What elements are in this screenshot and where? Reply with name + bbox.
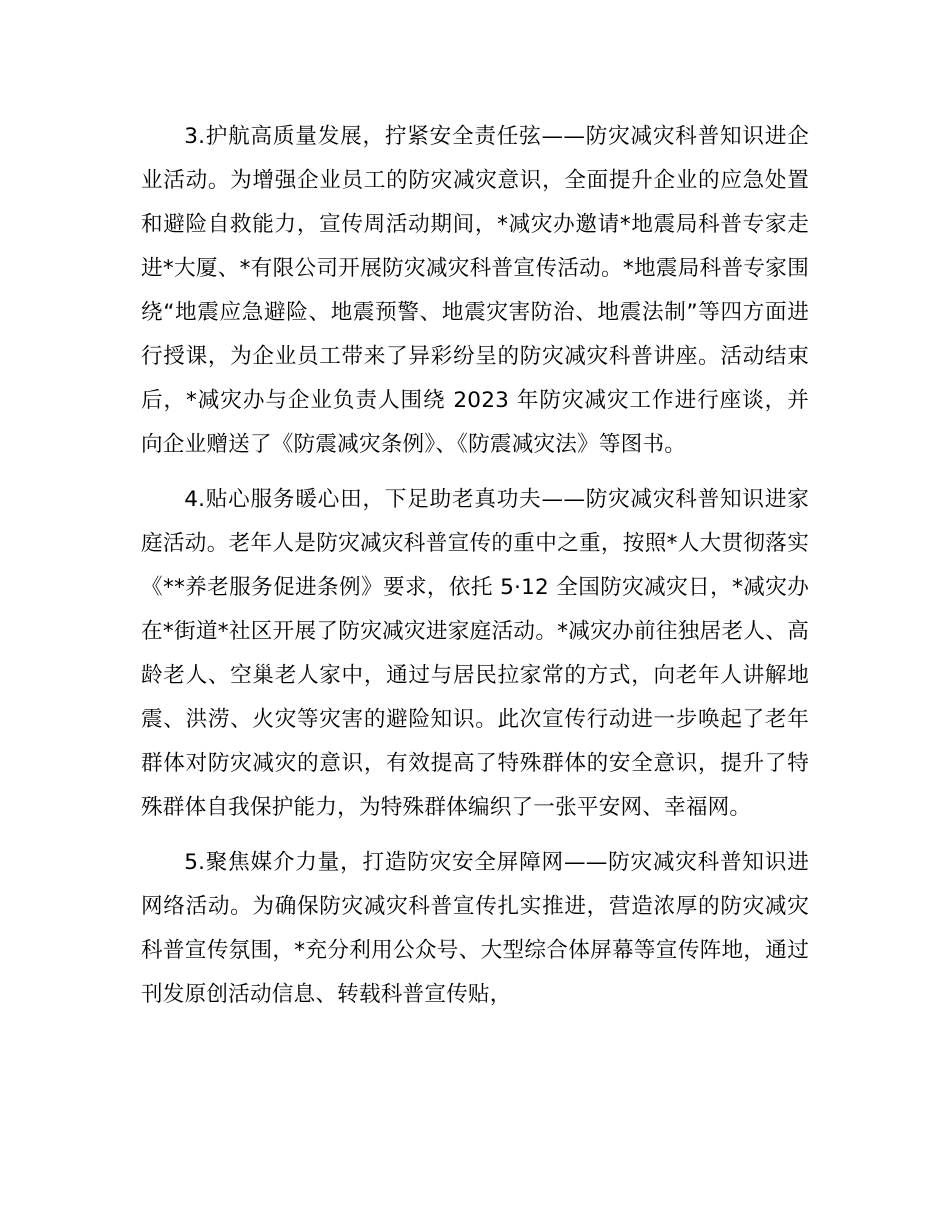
paragraph-3-enterprise-activity: 3.护航高质量发展，拧紧安全责任弦——防灾减灾科普知识进企业活动。为增强企业员工的防灾减灾意识，全面提升企业的应急处置和避险自救能力，宣传周活动期间，*减灾办邀请*地震局科普专家走进*大厦、*有限公司开展防灾减灾科普宣传活动。*地震局科普专家围绕“地震应急避险、地震预警、地震灾害防治、地震法制”等四方面进行授课，为企业员工带来了异彩纷呈的防灾减灾科普讲座。活动结束后，*减灾办与企业负责人围绕 2023 年防灾减灾工作进行座谈，并向企业赠送了《防震减灾条例》、《防震减灾法》等图书。 — [141, 124, 809, 457]
paragraph-5-network-activity: 5.聚焦媒介力量，打造防灾安全屏障网——防灾减灾科普知识进网络活动。为确保防灾减灾科普宣传扎实推进，营造浓厚的防灾减灾科普宣传氛围，*充分利用公众号、大型综合体屏幕等宣传阵地，通过刊发原创活动信息、转载科普宣传贴， — [141, 850, 809, 1007]
document-page — [141, 115, 809, 1028]
paragraph-4-family-activity: 4.贴心服务暖心田，下足助老真功夫——防灾减灾科普知识进家庭活动。老年人是防灾减灾科普宣传的重中之重，按照*人大贯彻落实《**养老服务促进条例》要求，依托 5·12 全国防灾减灾日，*减灾办在*街道*社区开展了防灾减灾进家庭活动。*减灾办前往独居老人、高龄老人、空巢老人家中，通过与居民拉家常的方式，向老年人讲解地震、洪涝、火灾等灾害的避险知识。此次宣传行动进一步唤起了老年群体对防灾减灾的意识，有效提高了特殊群体的安全意识，提升了特殊群体自我保护能力，为特殊群体编织了一张平安网、幸福网。 — [141, 487, 809, 820]
